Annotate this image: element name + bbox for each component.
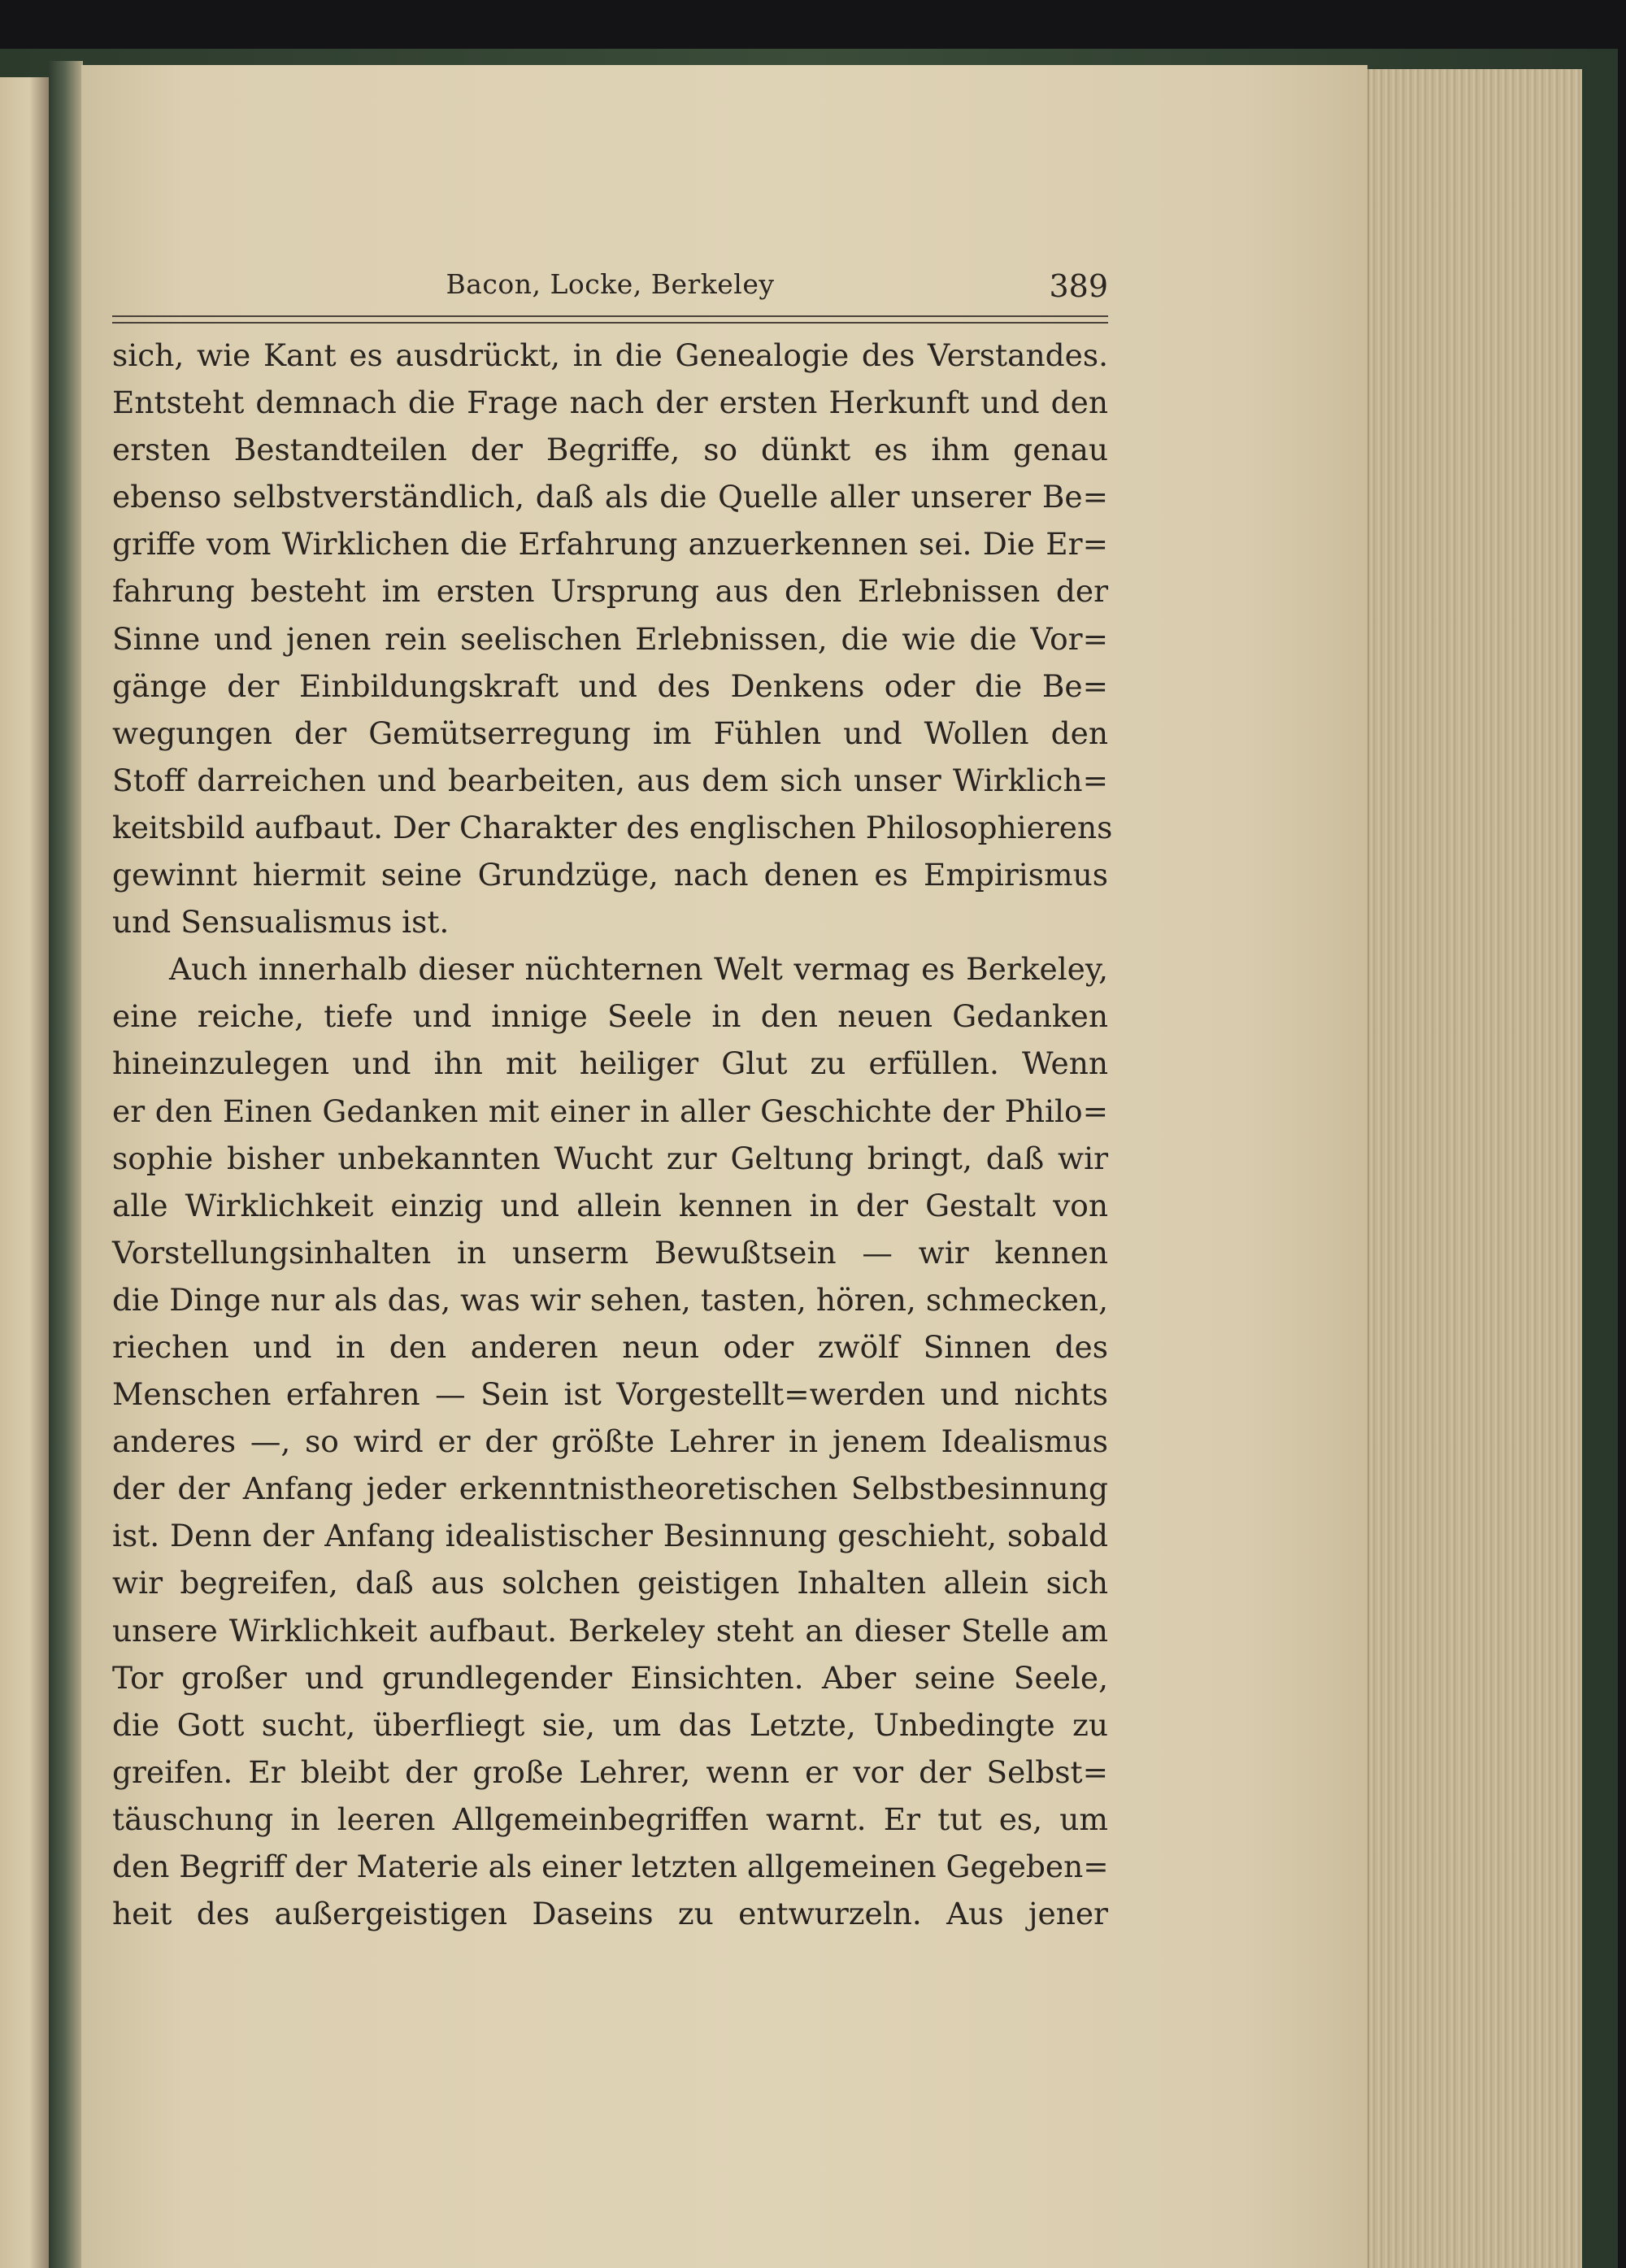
left-page-edge — [0, 77, 49, 2268]
text-line: heit des außergeistigen Daseins zu entwurzeln. Aus jener — [112, 1896, 1108, 1932]
body-text — [112, 332, 1113, 1937]
text-line: anderes —, so wird er der größte Lehrer in jenem Idealismus — [112, 1423, 1108, 1460]
text-line: keitsbild aufbaut. Der Charakter des englischen Philosophierens — [112, 809, 1113, 845]
text-line: und Sensualismus ist. — [112, 904, 450, 941]
text-line: Tor großer und grundlegender Einsichten. Aber seine Seele, — [112, 1659, 1108, 1696]
text-line: wir begreifen, daß aus solchen geistigen Inhalten allein sich — [112, 1565, 1108, 1601]
text-line: sich, wie Kant es ausdrückt, in die Genealogie des Verstandes. — [112, 337, 1108, 373]
text-line: ersten Bestandteilen der Begriffe, so dünkt es ihm genau — [112, 432, 1108, 468]
text-line: sophie bisher unbekannten Wucht zur Geltung bringt, daß wir — [112, 1140, 1108, 1176]
text-line: ist. Denn der Anfang idealistischer Besinnung geschieht, sobald — [112, 1518, 1108, 1554]
text-line: Stoff darreichen und bearbeiten, aus dem sich unser Wirklich= — [112, 762, 1108, 798]
page-fore-edge — [1367, 69, 1582, 2268]
text-line: ebenso selbstverständlich, daß als die Quelle aller unserer Be= — [112, 479, 1108, 515]
text-line: hineinzulegen und ihn mit heiliger Glut zu erfüllen. Wenn — [112, 1045, 1108, 1082]
text-line: fahrung besteht im ersten Ursprung aus den Erlebnissen der — [112, 573, 1108, 610]
book-gutter — [49, 61, 83, 2268]
text-line: der der Anfang jeder erkenntnistheoretischen Selbstbesinnung — [112, 1471, 1108, 1507]
header-rule-top — [112, 315, 1108, 317]
text-line: riechen und in den anderen neun oder zwölf Sinnen des — [112, 1328, 1108, 1365]
text-line: Sinne und jenen rein seelischen Erlebnissen, die wie die Vor= — [112, 620, 1108, 657]
text-line: die Gott sucht, überfliegt sie, um das Letzte, Unbedingte zu — [112, 1706, 1108, 1743]
text-line: die Dinge nur als das, was wir sehen, tasten, hören, schmecken, — [112, 1281, 1108, 1318]
page-number: 389 — [1049, 268, 1108, 304]
text-line: den Begriff der Materie als einer letzten allgemeinen Gegeben= — [112, 1849, 1109, 1884]
text-line: gänge der Einbildungskraft und des Denkens oder die Be= — [112, 667, 1108, 704]
text-line: Vorstellungsinhalten in unserm Bewußtsein — wir kennen — [112, 1234, 1108, 1271]
header-rule-bottom — [112, 322, 1108, 324]
text-line: eine reiche, tiefe und innige Seele in den neuen Gedanken — [112, 998, 1108, 1035]
text-line: wegungen der Gemütserregung im Fühlen und Wollen den — [112, 715, 1108, 751]
text-line: unsere Wirklichkeit aufbaut. Berkeley steht an dieser Stelle am — [112, 1612, 1108, 1649]
text-line: Auch innerhalb dieser nüchternen Welt vermag es Berkeley, — [169, 951, 1108, 988]
text-line: greifen. Er bleibt der große Lehrer, wenn er vor der Selbst= — [112, 1753, 1108, 1790]
text-line: gewinnt hiermit seine Grundzüge, nach denen es Empirismus — [112, 857, 1108, 893]
text-line: griffe vom Wirklichen die Erfahrung anzuerkennen sei. Die Er= — [112, 526, 1108, 563]
page-header — [112, 268, 1108, 314]
text-line: Entsteht demnach die Frage nach der ersten Herkunft und den — [112, 385, 1108, 421]
text-line: Menschen erfahren — Sein ist Vorgestellt=werden und nichts — [112, 1376, 1108, 1413]
paragraph-1 — [112, 332, 1113, 945]
paragraph-2 — [112, 945, 1108, 1937]
text-line: täuschung in leeren Allgemeinbegriffen warnt. Er tut es, um — [112, 1801, 1108, 1837]
text-line: alle Wirklichkeit einzig und allein kennen in der Gestalt von — [112, 1187, 1108, 1223]
text-line: er den Einen Gedanken mit einer in aller Geschichte der Philo= — [112, 1093, 1108, 1129]
running-head: Bacon, Locke, Berkeley — [446, 268, 775, 300]
